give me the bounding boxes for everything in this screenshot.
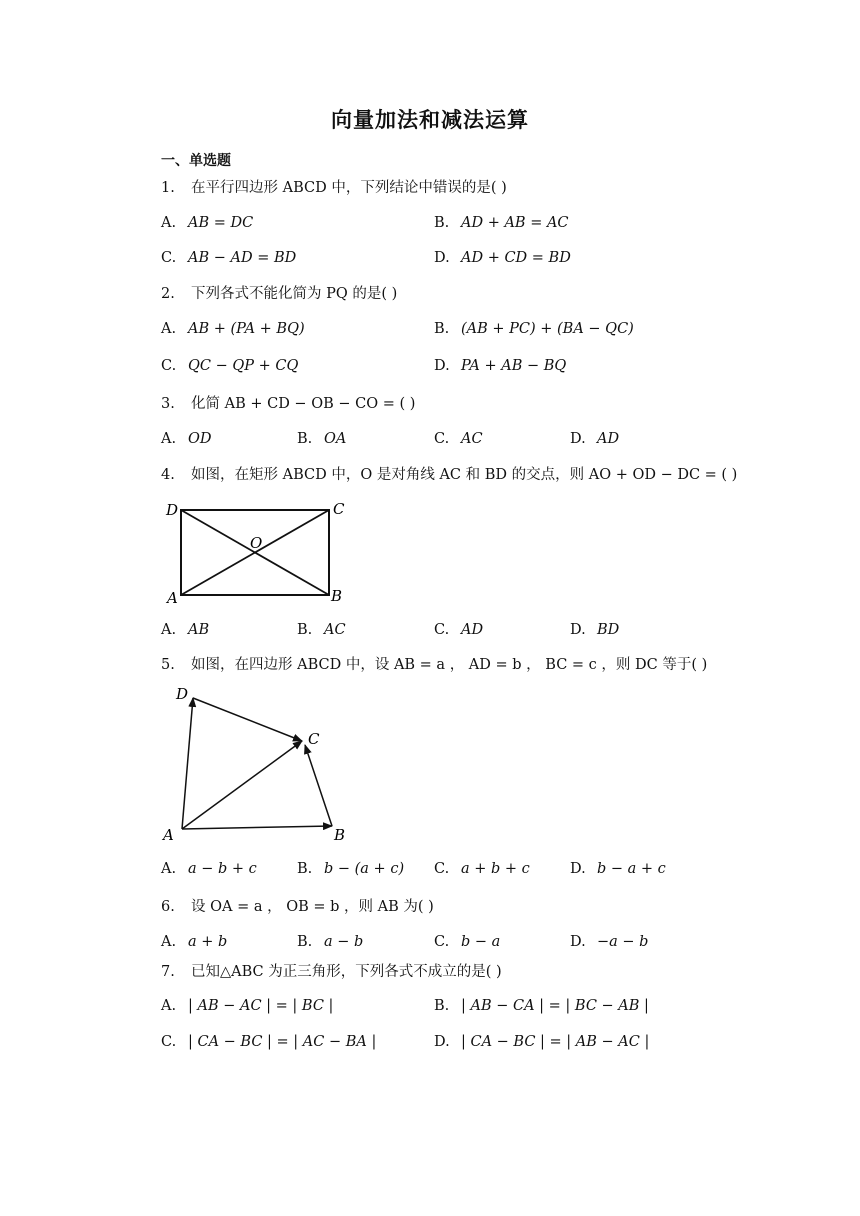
question-2: [161, 283, 397, 305]
question-number: 4.: [161, 467, 175, 483]
option-2a[interactable]: A. AB + (PA + BQ): [161, 321, 305, 337]
label-b: B: [331, 587, 343, 605]
question-stem: 设 OA = a ， OB = b ，则 AB 为( ): [191, 899, 434, 915]
question-4: [161, 464, 737, 486]
option-6c[interactable]: C. b − a: [434, 934, 501, 950]
option-5b[interactable]: B. b − (a + c): [297, 861, 405, 877]
question-number: 2.: [161, 286, 175, 302]
vector-dc: [193, 698, 302, 741]
question-7: [161, 961, 502, 983]
question-stem: 已知△ABC 为正三角形，下列各式不成立的是( ): [191, 964, 502, 980]
question-6: [161, 896, 434, 918]
option-7b[interactable]: B. | AB − CA | = | BC − AB |: [434, 998, 649, 1014]
label-c: C: [308, 730, 320, 748]
option-7c[interactable]: C. | CA − BC | = | AC − BA |: [161, 1034, 377, 1050]
vector-ab: [182, 826, 332, 829]
vector-ac: [182, 741, 302, 829]
quadrilateral-figure: [160, 683, 360, 848]
option-1d[interactable]: D. AD + CD = BD: [434, 250, 571, 266]
label-d: D: [166, 501, 179, 519]
question-stem: 如图，在矩形 ABCD 中，O 是对角线 AC 和 BD 的交点，则 AO + OD − DC = ( ): [191, 467, 738, 483]
label-b: B: [334, 826, 346, 844]
question-number: 1.: [161, 180, 175, 196]
option-6b[interactable]: B. a − b: [297, 934, 364, 950]
question-number: 3.: [161, 396, 175, 412]
vector-ad: [182, 698, 193, 829]
question-stem: 在平行四边形 ABCD 中，下列结论中错误的是( ): [191, 180, 507, 196]
label-a: A: [163, 826, 174, 844]
option-7d[interactable]: D. | CA − BC | = | AB − AC |: [434, 1034, 650, 1050]
option-3c[interactable]: C. AC: [434, 431, 483, 447]
label-d: D: [176, 685, 189, 703]
label-a: A: [167, 589, 178, 607]
option-5d[interactable]: D. b − a + c: [570, 861, 666, 877]
question-number: 7.: [161, 964, 175, 980]
question-number: 6.: [161, 899, 175, 915]
option-4b[interactable]: B. AC: [297, 622, 346, 638]
question-1: [161, 177, 507, 199]
page-title: 向量加法和减法运算: [331, 108, 529, 132]
question-3: [161, 393, 415, 415]
question-stem: 如图，在四边形 ABCD 中，设 AB = a ， AD = b ， BC = c ，则 DC 等于( ): [191, 657, 708, 673]
option-4c[interactable]: C. AD: [434, 622, 484, 638]
vector-bc: [305, 745, 332, 826]
label-o: O: [250, 534, 263, 552]
option-1b[interactable]: B. AD + AB = AC: [434, 215, 569, 231]
question-5: [161, 654, 707, 676]
question-stem: 下列各式不能化简为 PQ 的是( ): [191, 286, 398, 302]
question-stem: 化简 AB + CD − OB − CO = ( ): [191, 396, 416, 412]
option-1c[interactable]: C. AB − AD = BD: [161, 250, 297, 266]
option-7a[interactable]: A. | AB − AC | = | BC |: [161, 998, 334, 1014]
option-2d[interactable]: D. PA + AB − BQ: [434, 358, 567, 374]
option-5c[interactable]: C. a + b + c: [434, 861, 530, 877]
option-5a[interactable]: A. a − b + c: [161, 861, 257, 877]
option-4d[interactable]: D. BD: [570, 622, 620, 638]
option-3a[interactable]: A. OD: [161, 431, 212, 447]
option-3d[interactable]: D. AD: [570, 431, 620, 447]
option-6a[interactable]: A. a + b: [161, 934, 228, 950]
rectangle-figure: [162, 498, 352, 608]
label-c: C: [333, 500, 345, 518]
option-2b[interactable]: B. (AB + PC) + (BA − QC): [434, 321, 634, 337]
option-4a[interactable]: A. AB: [161, 622, 210, 638]
option-6d[interactable]: D. −a − b: [570, 934, 649, 950]
option-2c[interactable]: C. QC − QP + CQ: [161, 358, 299, 374]
question-number: 5.: [161, 657, 175, 673]
option-1a[interactable]: A. AB = DC: [161, 215, 254, 231]
option-3b[interactable]: B. OA: [297, 431, 347, 447]
section-heading: 一、单选题: [161, 153, 231, 169]
